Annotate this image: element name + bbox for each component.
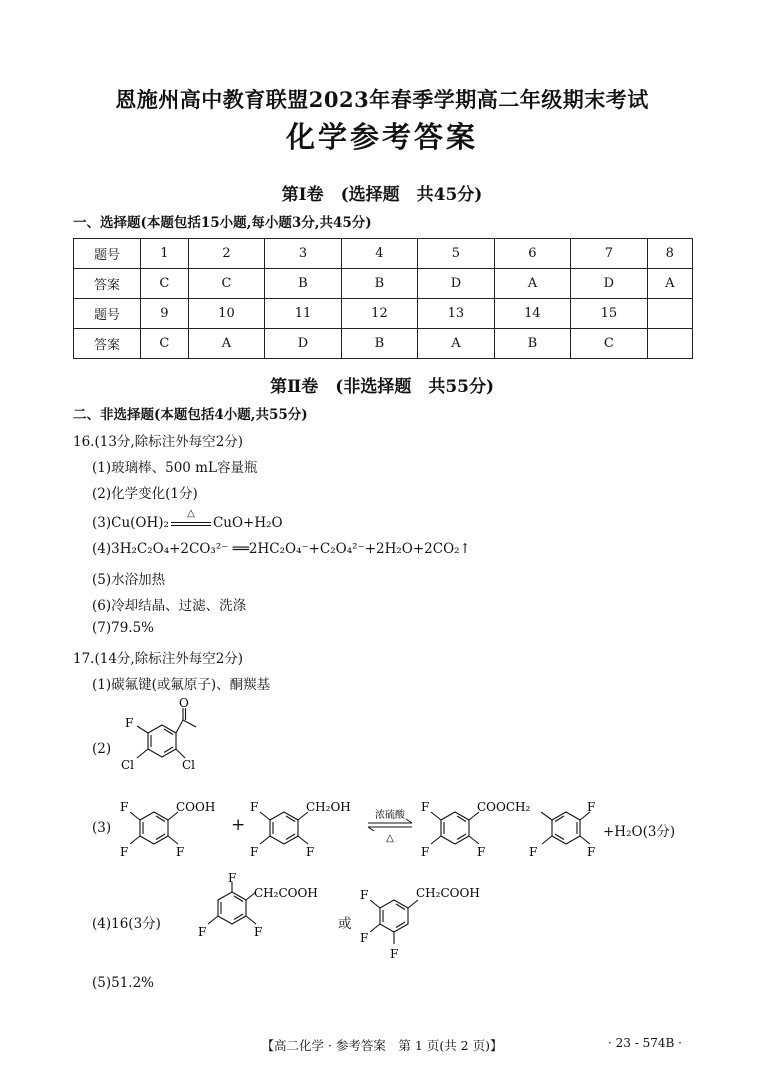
q17-answer-3-prefix: (3): [92, 820, 112, 836]
q16-answer-2: (2)化学变化(1分): [92, 486, 198, 502]
q16-answer-6: (6)冷却结晶、过滤、洗涤: [92, 598, 247, 614]
reversible-arrow: [365, 808, 415, 848]
or-label: 或: [338, 916, 352, 932]
heat-arrow: [169, 507, 213, 531]
chloro-label: Cl: [121, 758, 135, 772]
table-cell: B: [341, 269, 417, 299]
q17-answer-5: (5)51.2%: [92, 975, 155, 991]
q16-answer-7: (7)79.5%: [92, 620, 155, 636]
q16-eq3-left: Cu(OH)₂: [111, 515, 169, 531]
part1-heading: 第Ⅰ卷 (选择题 共45分): [281, 185, 483, 205]
table-cell: 2: [188, 239, 264, 269]
catalyst-label: 浓硫酸: [375, 810, 405, 821]
table-cell: B: [265, 269, 341, 299]
q17-structure-2: [112, 696, 212, 786]
table-cell: 9: [141, 299, 189, 329]
fluoro-label: F: [360, 888, 369, 902]
table-cell: [647, 329, 692, 359]
hydroxymethyl-label: CH₂OH: [306, 800, 351, 814]
fluoro-label: F: [125, 716, 134, 730]
chloro-label: Cl: [182, 758, 196, 772]
q16-answer-1: (1)玻璃棒、500 mL容量瓶: [92, 460, 258, 476]
table-cell: C: [141, 329, 189, 359]
fluoro-label: F: [421, 845, 430, 859]
fluoro-label: F: [254, 925, 263, 939]
table-cell: 11: [265, 299, 341, 329]
fluoro-label: F: [421, 800, 430, 814]
table-row: [74, 329, 693, 359]
fluoro-label: F: [360, 931, 369, 945]
fluoro-label: F: [587, 845, 596, 859]
fluoro-label: F: [120, 800, 129, 814]
q16-answer-3: [92, 507, 283, 531]
reactant-acid-structure: [110, 790, 220, 872]
q16-header: 16.(13分,除标注外每空2分): [73, 434, 244, 450]
table-cell: B: [494, 329, 570, 359]
fluoro-label: F: [198, 925, 207, 939]
fluoro-label: F: [306, 845, 315, 859]
part2-section-label: 二、非选择题(本题包括4小题,共55分): [73, 407, 308, 423]
table-cell: 1: [141, 239, 189, 269]
q17-header: 17.(14分,除标注外每空2分): [73, 651, 244, 667]
table-cell: D: [571, 269, 647, 299]
fluoro-label: F: [250, 800, 259, 814]
q17-answer-3-tail: +H₂O(3分): [603, 824, 676, 840]
table-cell: 题号: [74, 299, 141, 329]
table-cell: D: [265, 329, 341, 359]
table-cell: B: [341, 329, 417, 359]
table-row: [74, 269, 693, 299]
table-cell: A: [188, 329, 264, 359]
oxygen-label: O: [179, 696, 189, 710]
table-cell: C: [141, 269, 189, 299]
table-cell: 5: [418, 239, 494, 269]
part2-heading: 第Ⅱ卷 (非选择题 共55分): [269, 377, 495, 397]
table-cell: 答案: [74, 329, 141, 359]
page-footer: 【高二化学 · 参考答案 第 1 页(共 2 页)】: [261, 1038, 503, 1053]
table-cell: 7: [571, 239, 647, 269]
table-row: [74, 299, 693, 329]
table-cell: 4: [341, 239, 417, 269]
fluoro-label: F: [477, 845, 486, 859]
carboxyl-label: COOH: [176, 800, 216, 814]
table-cell: 3: [265, 239, 341, 269]
q17-answer-2-prefix: (2): [92, 741, 112, 757]
document-code: · 23 - 574B ·: [608, 1036, 682, 1050]
table-cell: 12: [341, 299, 417, 329]
table-cell: A: [647, 269, 692, 299]
table-cell: 10: [188, 299, 264, 329]
fluoro-label: F: [390, 947, 399, 961]
q16-answer-3-prefix: (3): [92, 515, 112, 531]
answer-table: [73, 238, 693, 359]
table-cell: A: [494, 269, 570, 299]
q16-answer-5: (5)水浴加热: [92, 572, 166, 588]
product-ester-structure: [415, 790, 615, 872]
table-cell: 15: [571, 299, 647, 329]
q17-answer-1: (1)碳氟键(或氟原子)、酮羰基: [92, 677, 271, 693]
q17-answer-4-prefix: (4)16(3分): [92, 916, 161, 932]
table-cell: 13: [418, 299, 494, 329]
table-cell: A: [418, 329, 494, 359]
ester-label: COOCH₂: [477, 800, 531, 814]
fluoro-label: F: [176, 845, 185, 859]
table-cell: D: [418, 269, 494, 299]
fluoro-label: F: [120, 845, 129, 859]
q16-eq4: 3H₂C₂O₄+2CO₃²⁻ ══2HC₂O₄⁻+C₂O₄²⁻+2H₂O+2CO₂↑: [111, 541, 471, 557]
plus-sign: +: [231, 815, 246, 835]
part1-section-label: 一、选择题(本题包括15小题,每小题3分,共45分): [73, 215, 372, 231]
table-cell: 答案: [74, 269, 141, 299]
q16-answer-4: [92, 541, 471, 557]
table-cell: [647, 299, 692, 329]
carboxymethyl-label: CH₂COOH: [254, 886, 318, 900]
fluoro-label: F: [250, 845, 259, 859]
table-cell: C: [571, 329, 647, 359]
isomer-2-structure: [352, 870, 512, 974]
fluoro-label: F: [228, 871, 237, 885]
reactant-alcohol-structure: [240, 790, 370, 872]
heat-icon: △: [187, 507, 195, 519]
table-cell: 6: [494, 239, 570, 269]
table-cell: 8: [647, 239, 692, 269]
q16-eq3-right: CuO+H₂O: [212, 515, 283, 531]
heat-icon: △: [386, 833, 394, 844]
isomer-1-structure: [190, 870, 340, 956]
table-cell: C: [188, 269, 264, 299]
fluoro-label: F: [529, 845, 538, 859]
answer-key-title: 化学参考答案: [285, 120, 478, 154]
table-row: [74, 239, 693, 269]
table-cell: 14: [494, 299, 570, 329]
carboxymethyl-label: CH₂COOH: [416, 886, 480, 900]
q16-answer-4-prefix: (4): [92, 541, 112, 557]
table-cell: 题号: [74, 239, 141, 269]
benzene-ring: [112, 696, 212, 782]
exam-title: 恩施州高中教育联盟2023年春季学期高二年级期末考试: [115, 87, 649, 112]
fluoro-label: F: [587, 800, 596, 814]
